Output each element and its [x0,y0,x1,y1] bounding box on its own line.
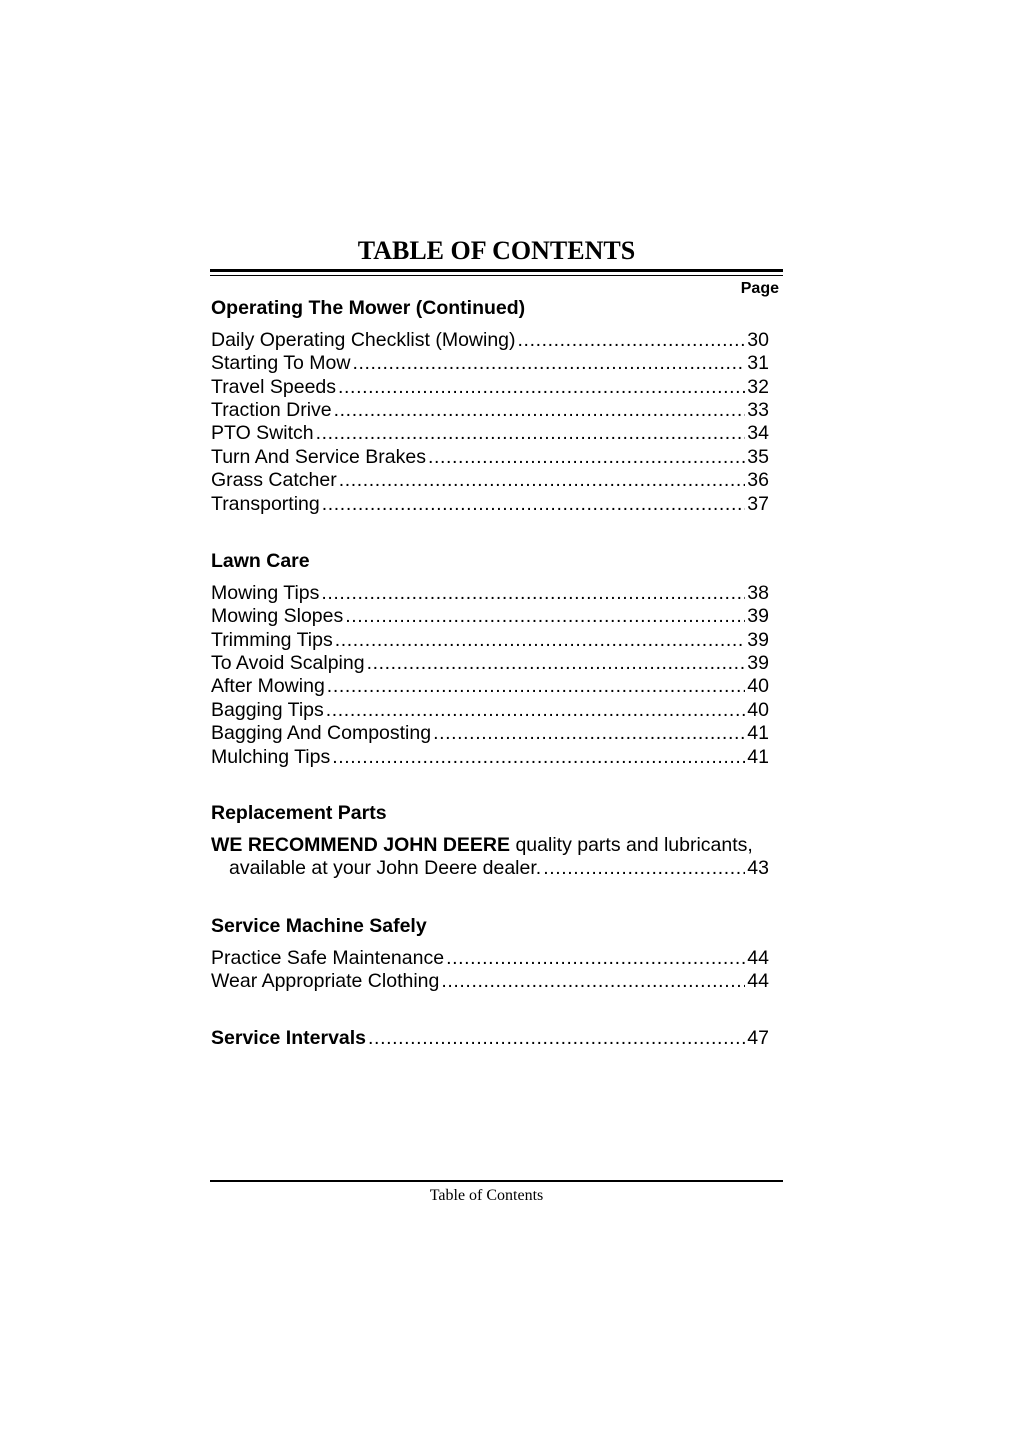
dot-leader [367,652,745,675]
toc-section-replacement-parts [211,802,769,881]
toc-entry-label: available at your John Deere dealer. [229,857,542,880]
toc-entry-page: 39 [747,628,769,651]
dot-leader [339,469,745,492]
toc-entry-page: 40 [747,675,769,698]
toc-entry-label: Starting To Mow [211,352,351,375]
section-heading: Service Machine Safely [211,915,427,937]
toc-entry[interactable] [211,582,769,605]
recommend-note [211,834,769,857]
toc-entry[interactable] [211,493,769,516]
toc-entry-label: Mulching Tips [211,745,331,768]
toc-entry-page: 31 [747,352,769,375]
dot-leader [321,582,745,605]
dot-leader [433,722,745,745]
section-heading: Lawn Care [211,550,310,572]
dot-leader [316,422,745,445]
section-heading: Operating The Mower (Continued) [211,297,526,319]
toc-entry-page: 33 [747,398,769,421]
toc-entry[interactable] [211,629,769,652]
toc-entry-page: 39 [747,651,769,674]
toc-entry-page: 41 [747,722,769,745]
toc-entry-page: 47 [747,1027,769,1049]
dot-leader [518,329,745,352]
toc-entry[interactable] [211,352,769,375]
toc-entry-label: Service Intervals [211,1027,367,1049]
dot-leader [335,629,745,652]
title-rule-thin [210,275,783,276]
dot-leader [543,857,745,880]
toc-section-service-machine-safely [211,915,769,994]
toc-entry[interactable] [211,699,769,722]
toc-entry-page: 37 [747,492,769,515]
toc-section-operating-the-mower [211,297,769,516]
toc-entry-page: 44 [747,946,769,969]
toc-entry[interactable] [211,1027,769,1050]
toc-entry[interactable] [211,446,769,469]
toc-entry-label: After Mowing [211,675,325,698]
toc-entry[interactable] [211,970,769,993]
toc-entry-label: Practice Safe Maintenance [211,946,445,969]
footer-rule [210,1180,783,1182]
toc-entry[interactable] [211,605,769,628]
dot-leader [352,352,745,375]
toc-entry-page: 32 [747,375,769,398]
dot-leader [441,970,745,993]
toc-entry[interactable] [211,422,769,445]
toc-entry-label: PTO Switch [211,422,314,445]
toc-entry-page: 43 [747,857,769,880]
page-column-label: Page [740,280,779,297]
dot-leader [332,746,745,769]
toc-entry[interactable] [211,746,769,769]
toc-entry[interactable] [211,469,769,492]
toc-entry-label: Daily Operating Checklist (Mowing) [211,328,516,351]
toc-entry-page: 40 [747,698,769,721]
toc-entry[interactable] [211,652,769,675]
toc-entry-page: 39 [747,605,769,628]
toc-entry[interactable] [211,675,769,698]
toc-entry-label: Travel Speeds [211,375,337,398]
dot-leader [428,446,745,469]
dot-leader [345,605,745,628]
dot-leader [368,1027,745,1050]
dot-leader [322,493,745,516]
footer-label: Table of Contents [429,1187,544,1204]
toc-entry-label: To Avoid Scalping [211,651,365,674]
toc-entry-page: 41 [747,745,769,768]
dot-leader [327,675,745,698]
toc-entry-page: 36 [747,469,769,492]
toc-section-service-intervals [211,1027,769,1050]
page-footer [210,1186,783,1206]
section-heading: Replacement Parts [211,802,387,824]
toc-entry[interactable] [211,722,769,745]
recommend-emphasis: WE RECOMMEND JOHN DEERE [211,833,511,856]
toc-entry[interactable] [211,376,769,399]
toc-entry-label: Mowing Tips [211,581,320,604]
toc-entry-label: Wear Appropriate Clothing [211,970,440,993]
dot-leader [326,699,745,722]
toc-entry-page: 38 [747,581,769,604]
toc-entry-label: Grass Catcher [211,469,337,492]
toc-entry-label: Turn And Service Brakes [211,445,426,468]
toc-entry[interactable] [211,947,769,970]
dot-leader [446,947,745,970]
toc-entry-label: Bagging Tips [211,698,324,721]
dot-leader [338,376,745,399]
toc-entry-page: 30 [747,328,769,351]
recommend-text: quality parts and lubricants, [510,833,753,856]
toc-entry[interactable] [211,857,769,880]
toc-entry-label: Traction Drive [211,398,332,421]
toc-entry[interactable] [211,329,769,352]
toc-entry-label: Mowing Slopes [211,605,344,628]
toc-entry-label: Transporting [211,492,320,515]
toc-entry-page: 44 [747,970,769,993]
toc-entry-label: Trimming Tips [211,628,333,651]
dot-leader [334,399,745,422]
title-rule-thick [210,269,783,272]
toc-entry-page: 34 [747,422,769,445]
toc-entry-page: 35 [747,445,769,468]
toc-entry-label: Bagging And Composting [211,722,432,745]
toc-entry[interactable] [211,399,769,422]
page-title: TABLE OF CONTENTS [357,236,636,265]
toc-section-lawn-care [211,550,769,769]
